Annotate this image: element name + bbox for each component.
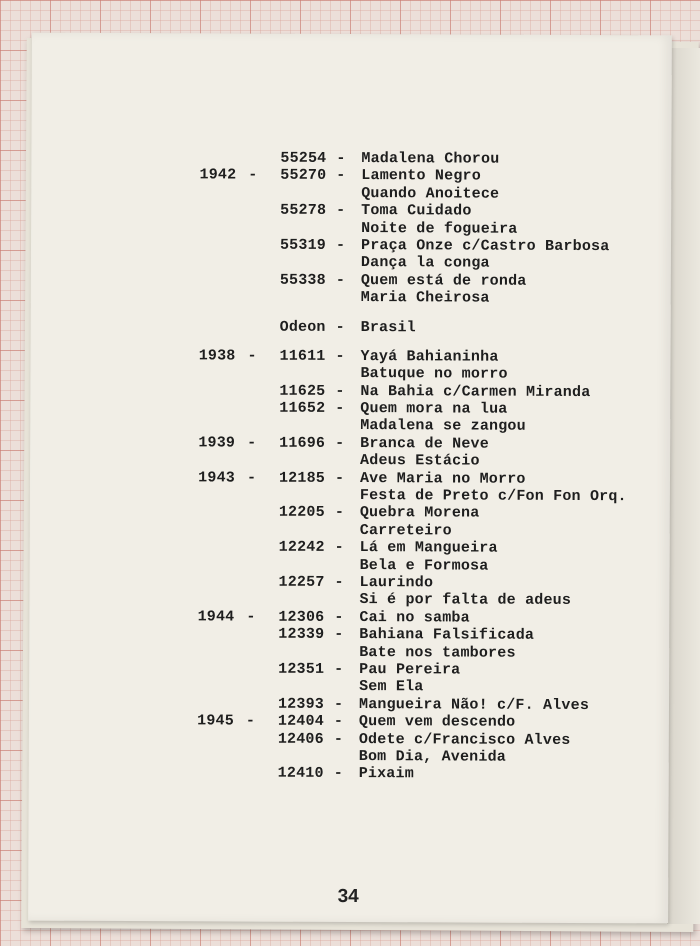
catalog-number: 12257 xyxy=(278,573,325,591)
song-title: Sem Ela xyxy=(359,678,424,696)
catalog-number: 55278 xyxy=(280,201,327,220)
song-title: Toma Cuidado xyxy=(361,202,472,220)
year-dash: - xyxy=(246,469,257,487)
catalog-dash: - xyxy=(335,400,345,418)
song-title: Carreteiro xyxy=(359,521,452,540)
recording-year: 1938 xyxy=(198,347,236,365)
song-title: Lamento Negro xyxy=(361,167,481,185)
song-title: Laurindo xyxy=(359,574,434,592)
recording-year: 1942 xyxy=(199,166,237,184)
catalog-dash: - xyxy=(335,434,345,452)
catalog-dash: - xyxy=(336,149,346,167)
catalog-dash: - xyxy=(334,626,344,644)
song-title: Adeus Estácio xyxy=(360,452,480,470)
song-title: Branca de Neve xyxy=(360,434,490,453)
year-dash: - xyxy=(245,712,256,730)
catalog-number: 12306 xyxy=(278,608,325,626)
song-title: Ave Maria no Morro xyxy=(359,469,526,488)
song-title: Pixaim xyxy=(358,765,414,783)
song-title: Noite de fogueira xyxy=(361,219,518,238)
song-title: Si é por falta de adeus xyxy=(359,591,572,610)
catalog-number: 12404 xyxy=(277,712,324,730)
song-title: Na Bahia c/Carmen Miranda xyxy=(360,382,591,401)
song-title: Madalena se zangou xyxy=(360,417,526,436)
song-title: Maria Cheirosa xyxy=(360,289,490,307)
song-title: Quem vem descendo xyxy=(358,713,516,731)
catalog-dash: - xyxy=(335,318,345,336)
year-dash: - xyxy=(247,434,257,452)
discography-row xyxy=(29,764,669,784)
song-title: Odete c/Francisco Alves xyxy=(358,730,571,749)
catalog-number: 11696 xyxy=(279,434,326,452)
catalog-dash: - xyxy=(335,347,345,365)
song-title: Bate nos tambores xyxy=(359,643,516,662)
catalog-dash: - xyxy=(333,695,344,713)
catalog-number: 11611 xyxy=(279,347,326,365)
catalog-dash: - xyxy=(334,608,344,626)
year-dash: - xyxy=(247,347,257,365)
song-title: Lá em Mangueira xyxy=(359,539,498,557)
facing-page-edge xyxy=(667,48,700,924)
song-title: Quando Anoitece xyxy=(361,184,500,203)
recording-year: 1944 xyxy=(197,608,235,626)
song-title: Dança la conga xyxy=(360,254,490,272)
catalog-number: 12393 xyxy=(277,695,325,713)
catalog-dash: - xyxy=(334,573,344,591)
catalog-number: 12339 xyxy=(278,625,325,644)
catalog-dash: - xyxy=(336,167,346,185)
catalog-dash: - xyxy=(335,382,345,400)
catalog-number: Odeon xyxy=(279,318,326,336)
song-title: Festa de Preto c/Fon Fon Orq. xyxy=(359,487,627,506)
recording-year: 1943 xyxy=(198,468,236,487)
recording-year: 1939 xyxy=(198,434,236,452)
catalog-dash: - xyxy=(334,504,345,522)
catalog-number: 12242 xyxy=(278,538,325,557)
song-title: Bom Dia, Avenida xyxy=(358,747,507,766)
song-title: Bahiana Falsificada xyxy=(359,626,535,644)
catalog-dash: - xyxy=(333,730,344,748)
catalog-number: 55270 xyxy=(280,167,327,185)
catalog-dash: - xyxy=(333,713,344,731)
song-title: Yayá Bahianinha xyxy=(360,347,499,366)
catalog-number: 11625 xyxy=(279,382,326,400)
catalog-dash: - xyxy=(334,539,344,557)
song-title: Praça Onze c/Castro Barbosa xyxy=(360,236,610,256)
catalog-dash: - xyxy=(334,469,345,487)
song-title: Bela e Formosa xyxy=(359,556,489,575)
booklet-page xyxy=(28,33,672,924)
catalog-number: 12205 xyxy=(278,504,325,522)
page-number: 34 xyxy=(337,885,359,908)
song-title: Batuque no morro xyxy=(360,365,508,383)
catalog-dash: - xyxy=(335,271,346,289)
song-title: Quebra Morena xyxy=(359,504,480,522)
catalog-dash: - xyxy=(333,765,343,783)
song-title: Madalena Chorou xyxy=(361,150,500,168)
catalog-dash: - xyxy=(336,202,346,220)
catalog-number: 55338 xyxy=(279,271,326,289)
catalog-number: 55254 xyxy=(280,149,327,167)
catalog-number: 55319 xyxy=(279,236,327,254)
catalog-number: 12185 xyxy=(278,469,326,487)
catalog-number: 12351 xyxy=(278,660,325,678)
catalog-number: 11652 xyxy=(279,399,326,417)
discography-listing xyxy=(29,149,672,784)
song-title: Mangueira Não! c/F. Alves xyxy=(358,695,590,714)
song-title: Cai no samba xyxy=(359,608,470,627)
catalog-number: 12410 xyxy=(277,764,324,783)
catalog-dash: - xyxy=(334,660,344,678)
year-dash: - xyxy=(248,166,258,184)
catalog-dash: - xyxy=(335,236,346,254)
song-title: Pau Pereira xyxy=(359,660,461,679)
song-title: Brasil xyxy=(360,318,416,336)
recording-year: 1945 xyxy=(197,712,234,730)
catalog-number: 12406 xyxy=(277,730,324,748)
song-title: Quem está de ronda xyxy=(360,271,527,290)
song-title: Quem mora na lua xyxy=(360,400,508,418)
year-dash: - xyxy=(246,608,256,626)
